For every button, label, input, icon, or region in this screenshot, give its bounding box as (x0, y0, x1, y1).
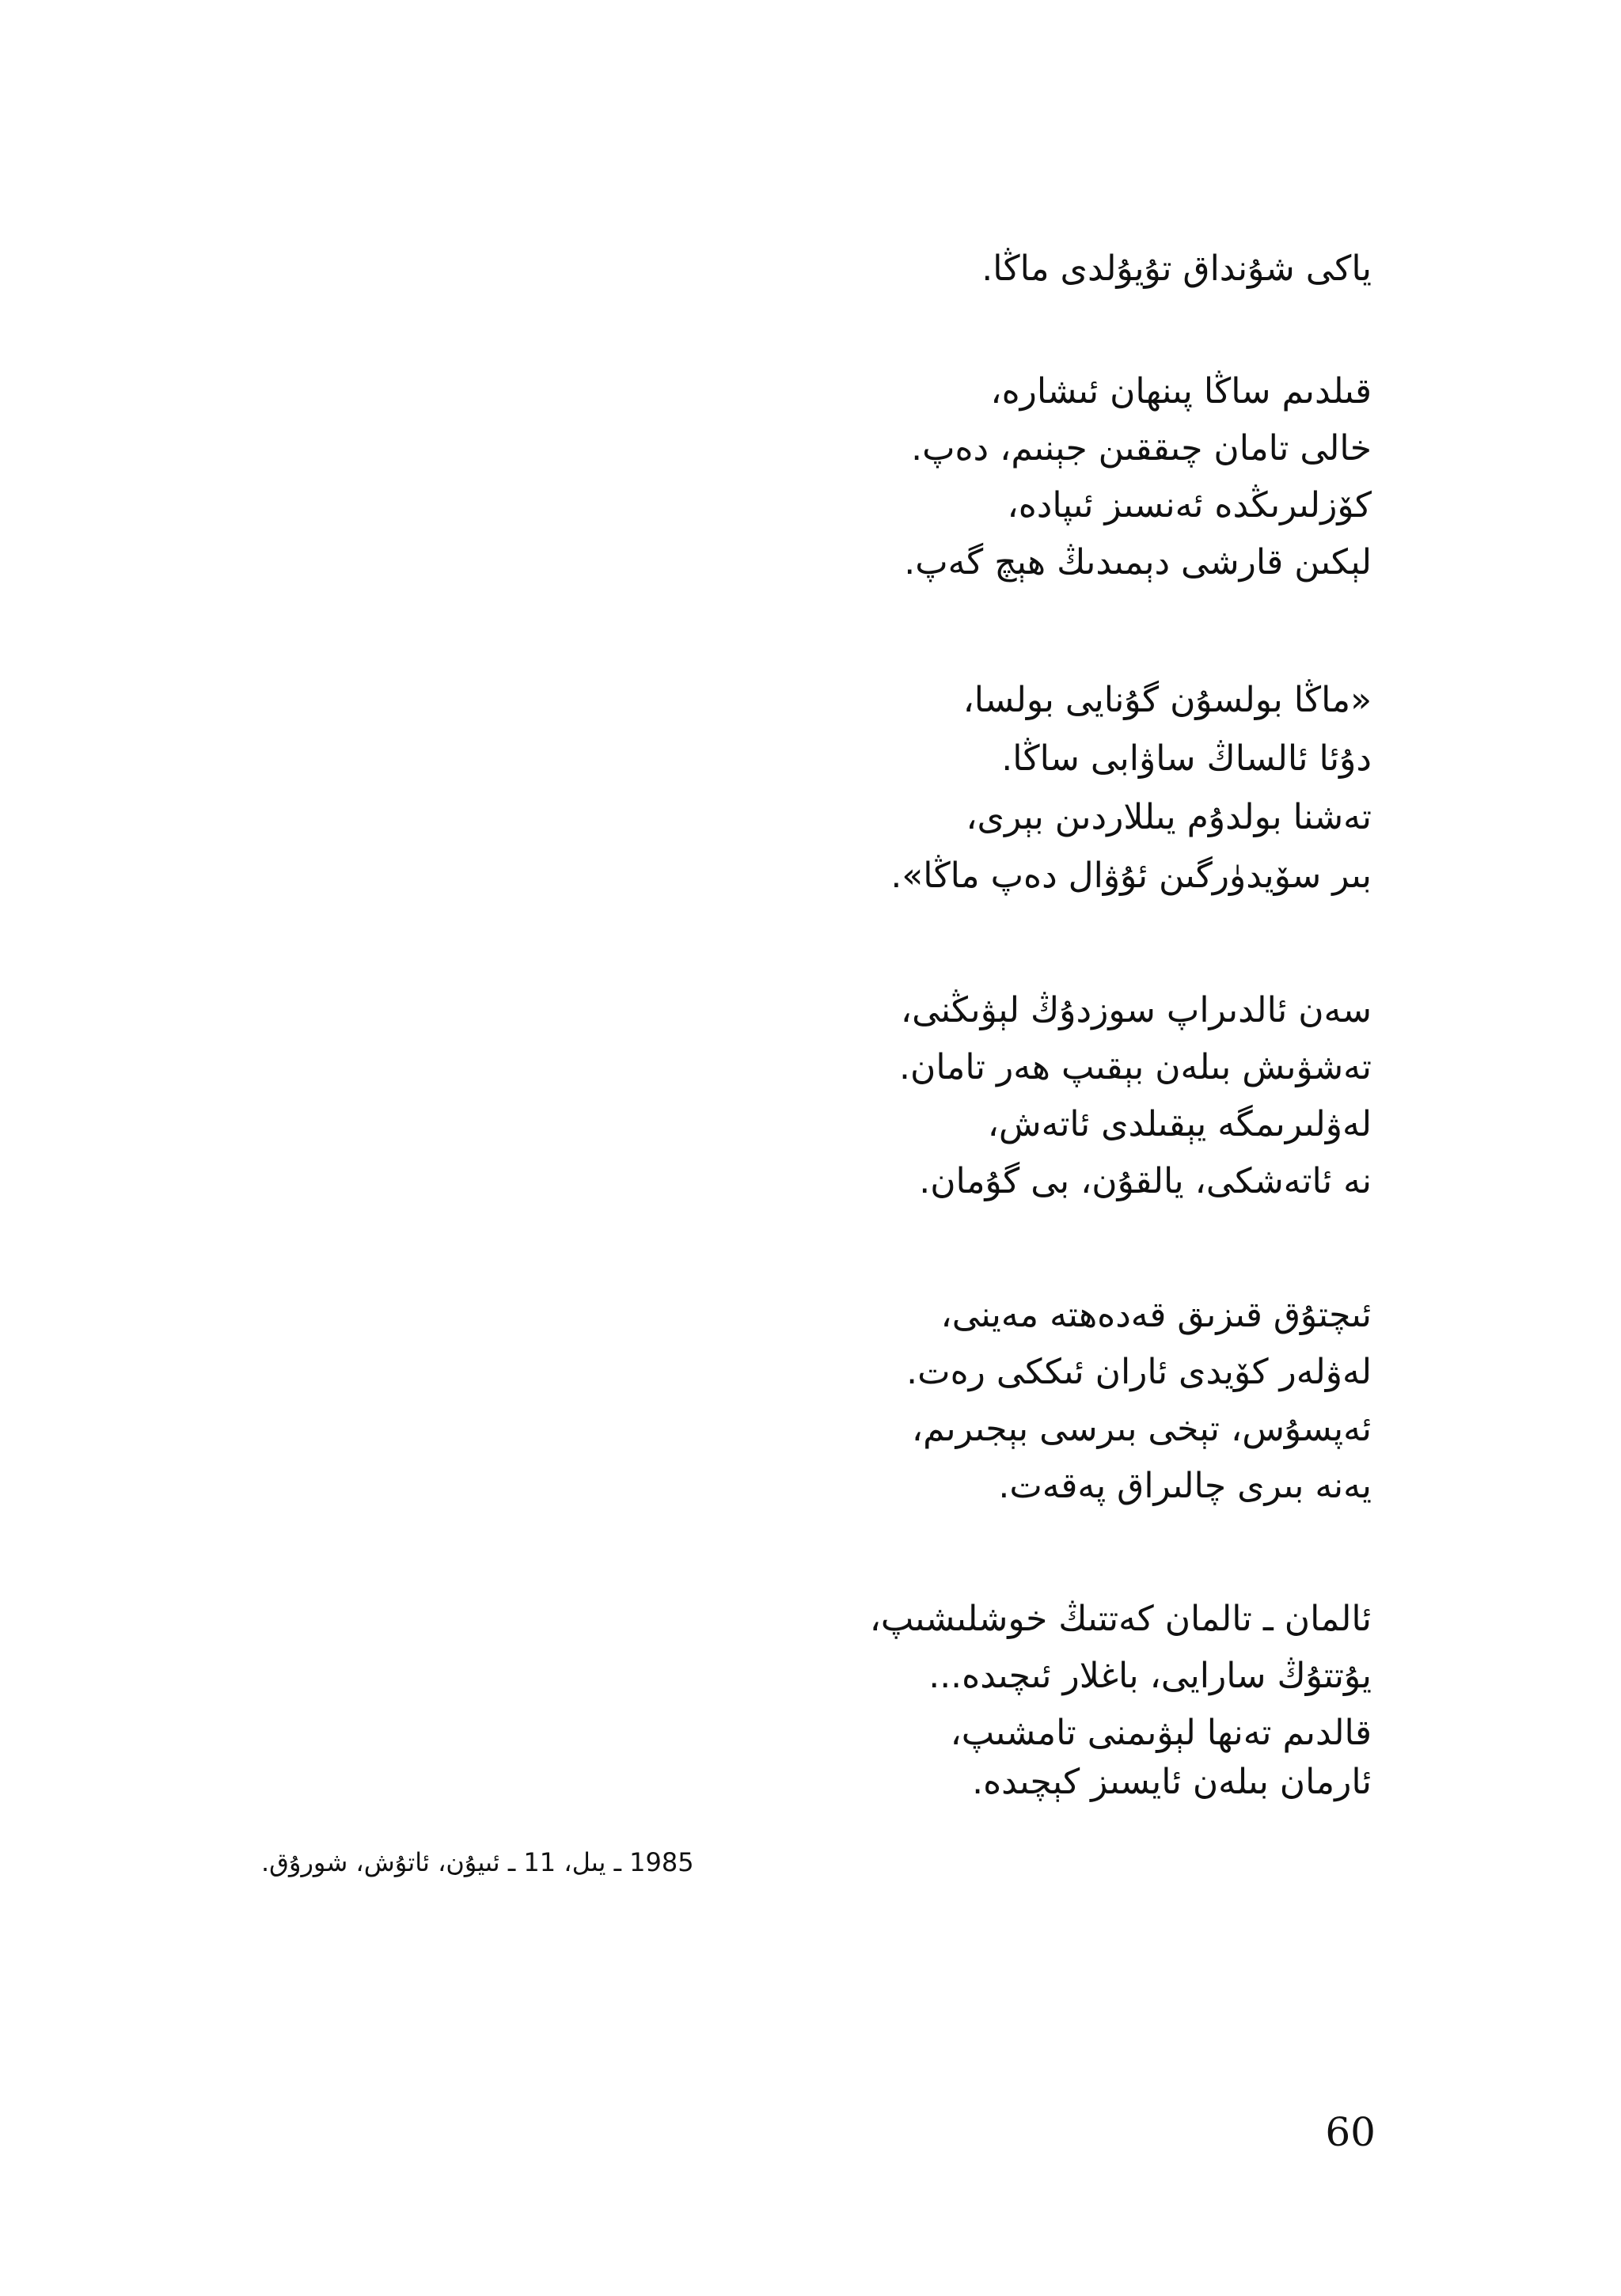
stanza-3-line-1: سەن ئالدىراپ سوزدۇڭ لېۋىڭنى، (900, 990, 1372, 1030)
stanza-2-line-3: تەشنا بولدۇم يىللاردىن بېرى، (966, 797, 1372, 837)
poem-opening-line: ياكى شۇنداق تۇيۇلدى ماڭا. (981, 249, 1372, 289)
stanza-3-line-4: نە ئاتەشكى، يالقۇن، بى گۇمان. (919, 1161, 1372, 1201)
stanza-1-line-2: خالى تامان چىققىن جېنىم، دەپ. (911, 428, 1372, 469)
stanza-2-line-4: بىر سۆيدۈرگىن ئۇۋال دەپ ماڭا». (890, 856, 1372, 896)
stanza-5-line-4: ئارمان بىلەن ئايسىز كېچىدە. (972, 1762, 1372, 1802)
stanza-3-line-3: لەۋلىرىمگە يېقىلدى ئاتەش، (987, 1104, 1372, 1144)
stanza-3-line-2: تەشۋىش بىلەن بېقىپ ھەر تامان. (899, 1047, 1372, 1087)
stanza-1-line-3: كۆزلىرىڭدە ئەنسىز ئىپادە، (1007, 485, 1372, 526)
stanza-4-line-2: لەۋلەر كۆيدى ئاران ئىككى رەت. (906, 1352, 1372, 1392)
date-place-colophon: 1985 ـ يىل، 11 ـ ئىيۇن، ئاتۇش، شورۇق. (261, 1847, 694, 1877)
stanza-5-line-3: قالدىم تەنھا لېۋىمنى تامشىپ، (950, 1713, 1372, 1753)
stanza-1-line-4: لېكىن قارشى دېمىدىڭ ھېچ گەپ. (904, 542, 1372, 583)
stanza-4-line-1: ئىچتۇق قىزىق قەدەھتە مەينى، (940, 1295, 1372, 1335)
stanza-4-line-4: يەنە بىرى چالىراق پەقەت. (998, 1466, 1372, 1506)
stanza-4-line-3: ئەپسۇس، تېخى بىرسى بېجىرىم، (911, 1409, 1372, 1449)
stanza-5-line-2: يۇتتۇڭ سارايى، باغلار ئىچىدە... (928, 1656, 1372, 1696)
stanza-1-line-1: قىلدىم ساڭا پىنھان ئىشارە، (990, 371, 1372, 412)
stanza-2-line-2: دۇئا ئالساڭ ساۋابى ساڭا. (1001, 738, 1372, 779)
page-number: 60 (1325, 2109, 1376, 2155)
stanza-5-line-1: ئالمان ـ تالمان كەتتىڭ خوشلىشىپ، (869, 1599, 1372, 1639)
stanza-2-line-1: «ماڭا بولسۇن گۇنايى بولسا، (962, 680, 1372, 720)
